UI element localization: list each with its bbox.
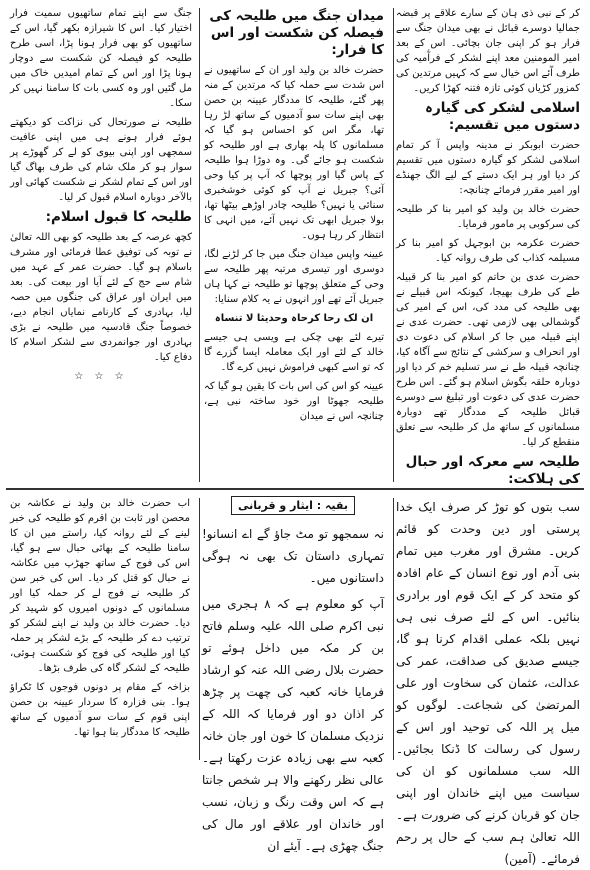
continuation-column-3 <box>6 496 194 762</box>
paragraph: کر کے نبی ذی ہان کے سارے علاقے پر قبضہ جمالیا دوسرے قبائل نے بھی میدان جنگ سے فرار ہو کر اپنی جان بچائی۔ اس کے بعد امیر المومنین معد اپنے لشکر کے فرآٔمیہ کی طرف آٓئے اس خیال سے کہ کہیں مرتدین کی کمزور کڑیاں کوئی تازہ فتنہ کھڑا کریں۔ <box>396 8 580 94</box>
paragraph: حضرت خالد بن ولید کو امیر بنا کر طلیحہ کی سرکوبی پر مامور فرمایا۔ <box>396 204 580 230</box>
paragraph: آپ کو معلوم ہے کہ ۸ ہجری میں نبی اکرم صلی اللہ علیہ وسلم فاتح بن کر مکہ میں داخل ہوئے تو حضرت بلال رضی اللہ عنہ کو ارشاد فرمایا خانہ کعبہ کی چھت پر چڑھ کر اذان دو اور فرمایا کہ اللہ کے نزدیک مسلمان کا خون اور جان خانہ کعبہ سے بھی زیادہ عزت رکھتا ہے۔ عالی نظر رکھنے والا ہر شخص جانتا ہے کہ اس وقت رنگ و زبان، نسب اور خاندان اور علاقے اور مال کی جنگ چھڑی ہے۔ آیئے ان <box>202 597 384 853</box>
continuation-title-box: بقیہ : ایثار و قربانی <box>231 496 355 515</box>
arabic-quote: ان لک رحا کرحاہ وحدیثا لا تنساہ <box>214 313 374 324</box>
paragraph: حضرت عدی بن حاتم کو امیر بنا کر قبیلہ طے کی طرف بھیجا، کیونکہ اس قبیلے نے بھی طلیحہ کی مدد کی، اس کے امیر کی گوشمالی بھی لازمی تھی۔ حضرت عدی نے اپنے قبیلہ میں جا کر اسلام کی دعوت دی اور انحراف و سرکشی کے نتائج سے آگاہ کیا، چنانچہ قبیلہ طے نے سر تسلیم خم کر دیا اور دوبارہ حلقہ بگوش اسلام ہو گئے۔ اس طرح حضرت عدی کی دعوت اور تبلیغ سے دوسرے قبائل طلیحہ کے مددگار تھے دوبارہ مسلمانوں کے ساتھ مل کر طلیحہ سے تعلق منقطع کر لیا۔ <box>396 272 580 448</box>
paragraph: حضرت عکرمہ بن ابوجہل کو امیر بنا کر مسیلمہ کذاب کی طرف روانہ کیا۔ <box>396 238 580 264</box>
paragraph: حضرت ابوبکر نے مدینہ واپس آ کر تمام اسلامی لشکر کو گیارہ دستوں میں تقسیم کر دیا اور ہر ایک دستے کے لیے الگ جھنڈے اور امیر مقرر فرمائے چنانچہ: <box>396 140 580 196</box>
continuation-column-1 <box>392 496 584 866</box>
article-column-1 <box>392 6 584 487</box>
paragraph: بزاخہ کے مقام پر دونوں فوجوں کا ٹکراؤ ہوا۔ بنی فزارہ کا سردار عیینہ بن حصن اپنی قوم کے سات سو آدمیوں کے ساتھ طلیحہ کا مددگار بنا ہوا تھا۔ <box>10 682 190 738</box>
paragraph: عیینہ واپس میدان جنگ میں جا کر لڑنے لگا، دوسری اور تیسری مرتبہ پھر طلیحہ سے وحی کے متعلق پوچھا تو طلیحہ نے کہا ہاں جبریل آئے تھے اور انہوں نے یہ کلام سنایا: <box>204 249 384 305</box>
article-column-2 <box>200 6 388 484</box>
section-heading: طلیحہ کا قبول اسلام: <box>45 209 192 225</box>
continuation-column-2 <box>198 496 388 853</box>
paragraph: جنگ سے اپنے تمام ساتھیوں سمیت فرار اختیار کیا۔ اس کا شیرازہ بکھر گیا، اس کے ساتھیوں کو بھی فرار ہونا پڑا، اسی طرح طلیحہ کو فیصلہ کن شکست سے دوچار ہونا پڑا اور اس کے تمام امیدیں خاک میں مل گئیں اور وہ کسی بات کا سامنا نہیں کر سکا۔ <box>10 8 192 109</box>
section-heading: طلیحہ سے معرکہ اور حبال کی ہلاکت: <box>405 454 580 487</box>
column-divider <box>393 8 394 482</box>
separator-stars: ☆ ☆ ☆ <box>74 371 128 382</box>
paragraph: عیینہ کو اس کی اس بات کا یقین ہو گیا کہ طلیحہ جھوٹا اور خود ساختہ نبی ہے، چنانچہ اس نے میدان <box>204 381 384 422</box>
paragraph: کچھ عرصہ کے بعد طلیحہ کو بھی اللہ تعالیٰ نے توبہ کی توفیق عطا فرمائی اور مشرف باسلام ہو گیا۔ حضرت عمر کے عہد میں شام سے حج کے لئے آیا اور بیعت کی۔ بعد میں ایران اور عراق کی جنگوں میں حصہ لیا، بہادری کے کارنامے نمایاں انجام دیے، خصوصاً جنگ قادسیہ میں طلیحہ نے بڑی بہادری اور جوانمردی سے لشکر اسلام کا دفاع کیا۔ <box>10 232 192 363</box>
section-divider <box>6 488 584 490</box>
paragraph: سب بتوں کو توڑ کر صرف ایک خدا پرستی اور دین وحدت کو قائم کریں۔ مشرق اور مغرب میں تمام بنی آدم اور نوع انسان کے عام افادہ کو متحد کر کے ایک قوم اور برادری بنائیں۔ اس کے لئے صرف نبی ہی نہیں بلکہ عملی اقدام کرنا ہو گا، جیسے صدیق کی صداقت، عمر کی عدالت، عثمان کی سخاوت اور علی المرتضیٰ کی شجاعت۔ لوگوں کو میل پر اللہ کی توحید اور اس کے رسول کی رسالت کا ڈنکا بجائیں۔ اللہ سب مسلمانوں کو ان کی سیاست میں اپنے خاندان اور اپنی جان کو قربان کرنے کی ضرورت ہے۔ اللہ تعالیٰ ہم سب کے حال پر رحم فرمائے۔ (آمین) <box>396 500 580 866</box>
paragraph: طلیحہ نے صورتحال کی نزاکت کو دیکھتے ہوئے فرار ہونے ہی میں اپنی عافیت سمجھی اور اپنی بیوی کو لے کر گھوڑے پر سوار ہو کر ملک شام کی طرف بھاگ گیا اور اس کے تمام لشکر نے شکست کھائی اور بالآخر دوبارہ اسلام قبول کر لیا۔ <box>10 117 192 203</box>
top-section <box>6 6 584 487</box>
article-column-3 <box>6 6 196 484</box>
section-heading: اسلامی لشکر کی گیارہ دستوں میں تقسیم: <box>425 100 580 133</box>
paragraph: حضرت خالد بن ولید اور ان کے ساتھیوں نے اس شدت سے حملہ کیا کہ مرتدین کے منہ پھر گئے، طلیحہ کا مددگار عیینہ بن حصن بھی اپنے سات سو آدمیوں کے ساتھ لڑ رہا تھا، مگر اس کو احساس ہو گیا کہ مسلمانوں کا پلہ بھاری ہے اور طلیحہ کو شکست ہو جائے گی۔ وہ دوڑا ہوا طلیحہ کے پاس گیا اور پوچھا کہ آپ پر کیا وحی آئی؟ جبریل نے آپ کو کوئی خوشخبری سنائی یا نہیں؟ طلیحہ چادر اوڑھے بیٹھا تھا، بولا جبریل ابھی تک نہیں آئے، میں انہی کا انتظار کر رہا ہوں۔ <box>204 65 384 241</box>
bottom-section <box>6 496 584 866</box>
paragraph: نہ سمجھو تو مٹ جاؤ گے اے انسانو! تمہاری داستان تک بھی نہ ہوگی داستانوں میں۔ <box>202 527 384 585</box>
section-heading: میدان جنگ میں طلیحہ کی فیصلہ کن شکست اور اس کا فرار: <box>209 8 384 58</box>
column-divider <box>199 8 200 482</box>
paragraph: تیرے لئے بھی چکی ہے ویسی ہی جیسے خالد کے لئے اور ایک معاملہ ایسا گزرے گا کہ تو اسے کبھی فراموش نہیں کرے گا۔ <box>204 332 384 373</box>
paragraph: اب حضرت خالد بن ولید نے عکاشہ بن محصن اور ثابت بن اقرم کو طلیحہ کی خبر لینے کے لئے روانہ کیا، راستے میں ان کا سامنا طلیحہ کے بھائی حبال سے ہو گیا، اس کی فوج کے ساتھ جھڑپ میں عکاشہ نے حبال کو قتل کر دیا۔ اس کی خبر سن کر طلیحہ نے فوج لے کر حملہ کیا اور مسلمانوں کے دونوں امیروں کو شہید کر دیا۔ حضرت خالد بن ولید نے اپنے لشکر کو ترتیب دے کر طلیحہ کے بڑے لشکر پر حملہ کیا اور طلیحہ کی فوج کو شکست ہوئی، طلیحہ کے لشکر گاہ کی طرف بڑھا۔ <box>10 498 190 674</box>
